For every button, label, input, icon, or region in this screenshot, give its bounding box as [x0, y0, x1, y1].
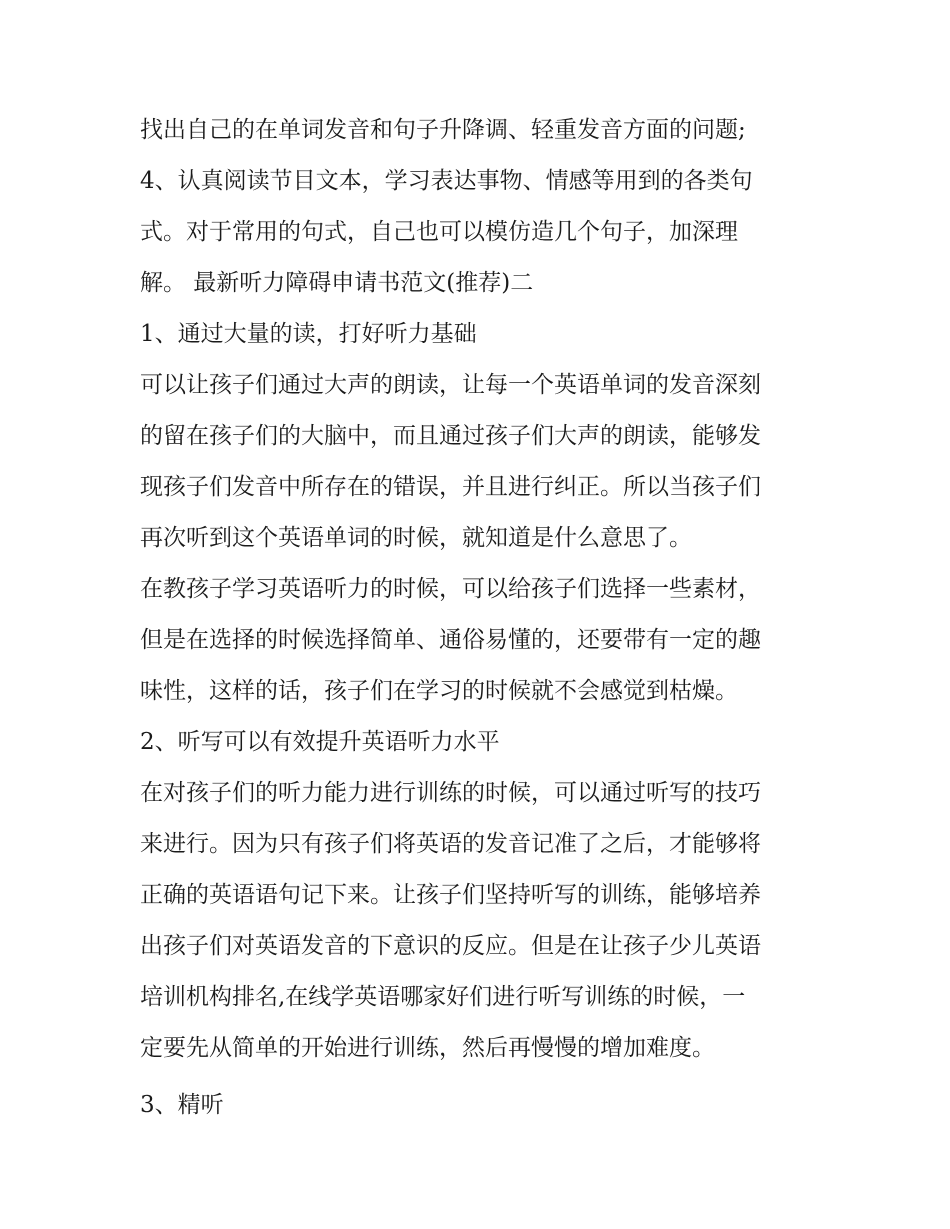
text-line: 定要先从简单的开始进行训练，然后再慢慢的增加难度。	[140, 1035, 715, 1061]
text-line: 式。对于常用的句式，自己也可以模仿造几个句子，加深理	[140, 219, 738, 245]
text-line: 但是在选择的时候选择简单、通俗易懂的，还要带有一定的趣	[140, 627, 761, 653]
text-line: 味性，这样的话，孩子们在学习的时候就不会感觉到枯燥。	[140, 678, 738, 704]
section-heading: 2、听写可以有效提升英语听力水平	[140, 729, 500, 755]
text-line: 来进行。因为只有孩子们将英语的发音记准了之后，才能够将	[140, 831, 761, 857]
text-line: 4、认真阅读节目文本，学习表达事物、情感等用到的各类句	[140, 168, 753, 194]
section-heading: 1、通过大量的读，打好听力基础	[140, 321, 477, 347]
text-line: 正确的英语语句记下来。让孩子们坚持听写的训练，能够培养	[140, 882, 761, 908]
text-line: 的留在孩子们的大脑中，而且通过孩子们大声的朗读，能够发	[140, 423, 761, 449]
text-line: 在教孩子学习英语听力的时候，可以给孩子们选择一些素材，	[140, 576, 761, 602]
text-line: 在对孩子们的听力能力进行训练的时候，可以通过听写的技巧	[140, 780, 761, 806]
text-line: 再次听到这个英语单词的时候，就知道是什么意思了。	[140, 525, 692, 551]
text-line: 培训机构排名,在线学英语哪家好们进行听写训练的时候，一	[140, 984, 746, 1010]
text-line: 可以让孩子们通过大声的朗读，让每一个英语单词的发音深刻	[140, 372, 761, 398]
text-line: 现孩子们发音中所存在的错误，并且进行纠正。所以当孩子们	[140, 474, 761, 500]
document-body	[140, 105, 830, 1131]
section-heading: 3、精听	[140, 1092, 224, 1118]
text-line: 出孩子们对英语发音的下意识的反应。但是在让孩子少儿英语	[140, 933, 761, 959]
text-line: 找出自己的在单词发音和句子升降调、轻重发音方面的问题;	[140, 117, 746, 143]
text-line: 解。 最新听力障碍申请书范文(推荐)二	[140, 270, 534, 296]
